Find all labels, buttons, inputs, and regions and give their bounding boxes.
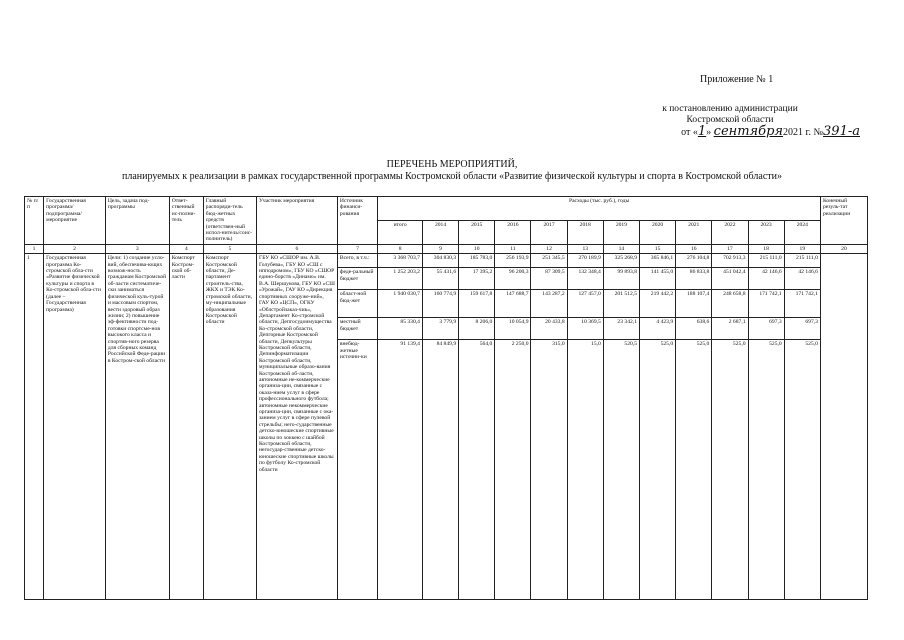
header-goal: Цель, задача под-программы bbox=[105, 197, 169, 245]
value-cell: 8 206,0 bbox=[459, 318, 495, 340]
header-num: № п/п bbox=[25, 197, 44, 245]
resolution-line-1: к постановлению администрации bbox=[662, 104, 798, 114]
header-year: 2014 bbox=[422, 220, 458, 244]
col-number: 14 bbox=[603, 244, 639, 253]
col-number: 2 bbox=[44, 244, 106, 253]
value-cell: 2 687,1 bbox=[712, 318, 748, 340]
value-cell: 20 433,8 bbox=[531, 318, 567, 340]
value-cell: 219 442,2 bbox=[640, 290, 676, 318]
col-number: 4 bbox=[169, 244, 203, 253]
value-cell: 86 833,8 bbox=[676, 268, 712, 290]
value-cell: 55 431,6 bbox=[422, 268, 458, 290]
value-cell: 87 309,5 bbox=[531, 268, 567, 290]
resolution-date-line bbox=[620, 124, 860, 139]
value-cell: 141 455,0 bbox=[640, 268, 676, 290]
value-cell: 525,0 bbox=[784, 340, 820, 600]
value-cell: 525,0 bbox=[676, 340, 712, 600]
header-expenses: Расходы (тыс. руб.), годы bbox=[378, 197, 821, 221]
value-cell: 99 893,8 bbox=[603, 268, 639, 290]
value-cell: 201 512,5 bbox=[603, 290, 639, 318]
col-number: 3 bbox=[105, 244, 169, 253]
col-number: 13 bbox=[567, 244, 603, 253]
value-cell: 143 287,2 bbox=[531, 290, 567, 318]
value-cell: 215 111,0 bbox=[784, 254, 820, 268]
header-result: Конечный резуль-тат реализации bbox=[820, 197, 867, 245]
header-year: 2016 bbox=[495, 220, 531, 244]
events-table bbox=[24, 196, 868, 600]
value-cell: 365 846,1 bbox=[640, 254, 676, 268]
value-cell: 42 146,6 bbox=[748, 268, 784, 290]
row-num-cell: 1 bbox=[25, 254, 44, 600]
value-cell: 171 742,1 bbox=[748, 290, 784, 318]
value-cell: 451 042,4 bbox=[712, 268, 748, 290]
header-manager: Главный распоряди-тель бюд-жетных средств (ответствен-ный испол-нитель/соис-полнитель) bbox=[203, 197, 256, 245]
value-cell: 638,6 bbox=[676, 318, 712, 340]
value-cell: 697,3 bbox=[784, 318, 820, 340]
value-cell: 10 369,5 bbox=[567, 318, 603, 340]
header-year: 2019 bbox=[603, 220, 639, 244]
title-line-1: ПЕРЕЧЕНЬ МЕРОПРИЯТИЙ, bbox=[386, 159, 518, 170]
value-cell: 525,0 bbox=[712, 340, 748, 600]
value-cell: 697,3 bbox=[748, 318, 784, 340]
col-number: 17 bbox=[712, 244, 748, 253]
header-year: 2023 bbox=[748, 220, 784, 244]
value-cell: 315,0 bbox=[531, 340, 567, 600]
value-cell: 4 423,9 bbox=[640, 318, 676, 340]
value-cell: 160 774,9 bbox=[422, 290, 458, 318]
header-year: 2022 bbox=[712, 220, 748, 244]
header-responsible: Ответ-ственный ис-полни-тель bbox=[169, 197, 203, 245]
value-cell: 23 342,1 bbox=[603, 318, 639, 340]
col-number: 11 bbox=[495, 244, 531, 253]
value-cell: 132 348,4 bbox=[567, 268, 603, 290]
header-year: 2024 bbox=[784, 220, 820, 244]
value-cell: 85 330,4 bbox=[378, 318, 423, 340]
value-cell: 15,0 bbox=[567, 340, 603, 600]
resolution-line-2: Костромской области bbox=[686, 115, 774, 125]
value-cell: 1 252 203,2 bbox=[378, 268, 423, 290]
col-number: 15 bbox=[640, 244, 676, 253]
header-program: Государственная программа/ подпрограмма/ мероприятие bbox=[44, 197, 106, 245]
value-cell: 276 104,8 bbox=[676, 254, 712, 268]
col-number: 7 bbox=[337, 244, 377, 253]
col-number: 16 bbox=[676, 244, 712, 253]
value-cell: 1 940 030,7 bbox=[378, 290, 423, 318]
value-cell: 17 395,2 bbox=[459, 268, 495, 290]
program-cell: Государственная программа Ко-стромской обла-сти «Развитие физической культуры и спорта в Ко-стромской обла-сти (далее – Государственная программа) bbox=[44, 254, 106, 600]
date-year: 2021 г. № bbox=[783, 127, 824, 138]
responsible-cell: Комспорт Костром-ской об-ласти bbox=[169, 254, 203, 600]
value-cell: 185 783,0 bbox=[459, 254, 495, 268]
manager-cell: Комспорт Костромской области, Де-партамент строитель-ства, ЖКХ и ТЭК Ко-стромской области, му-ниципальные образования Костромской области bbox=[203, 254, 256, 600]
value-cell: 127 457,0 bbox=[567, 290, 603, 318]
header-year: 2018 bbox=[567, 220, 603, 244]
handwritten-number: 391-а bbox=[823, 124, 860, 139]
header-source: Источник финанси-рования bbox=[337, 197, 377, 245]
header-year: 2015 bbox=[459, 220, 495, 244]
col-number: 18 bbox=[748, 244, 784, 253]
participant-cell: ГБУ КО «СШОР им. А.В. Голубева», ГБУ КО «СШ с ипподромом», ГБУ КО «СШОР едино-борств «Динамо» им. В.А. Шершукова, ГБУ КО «СШ «Урожай», ГАУ КО «Дирекция спортивных сооруже-ний», ГАУ КО «ЦСП», ОГКУ «Облстройзаказ-чик», Департамент Ко-стромской области, Депгосудоимущества Ко-стромской области, Депгорные Костромской области, Депкультуры Костромской области, Депинформатизации Костромской области, муниципальные образо-вания Костромской об-ласти, автономные не-коммерческие организа-ции, связанные с оказа-нием услуг в сфере профессионального футбола; автономные некоммерческие организа-ции, связанные с ока-занием услуг в сфере пулевой стрельбы; него-сударственные детско-юношеские спортивные школы по хоккею с шайбой Костромской области, негосудар-ственные детско-юношеские спортивные школы по футболу Ко-стромской области bbox=[256, 254, 337, 600]
source-cell: Всего, в т.ч.: bbox=[337, 254, 377, 268]
value-cell: 270 189,9 bbox=[567, 254, 603, 268]
header-year: 2020 bbox=[640, 220, 676, 244]
value-cell: 215 111,0 bbox=[748, 254, 784, 268]
title-line-2: планируемых к реализации в рамках государственной программы Костромской области «Развитие физической культуры и спорта в Костромской области» bbox=[122, 171, 782, 182]
col-number: 9 bbox=[422, 244, 458, 253]
header-year: 2017 bbox=[531, 220, 567, 244]
header-year: 2021 bbox=[676, 220, 712, 244]
col-number: 6 bbox=[256, 244, 337, 253]
goal-cell: Цели: 1) создание усло-вий, обеспечива-ющих возмож-ность гражданам Костромской об-ласти систематиче-ски заниматься физической куль-турой и массовым спортом, вести здоровый образ жизни; 2) повышение эф-фективности под-готовки спортсме-нов высокого класса и спортив-ного резерва для сборных команд Российской Феде-рации в Костром-ской области bbox=[105, 254, 169, 600]
value-cell: 3 368 703,7 bbox=[378, 254, 423, 268]
header-participant: Участник мероприятия bbox=[256, 197, 337, 245]
col-number: 5 bbox=[203, 244, 256, 253]
value-cell: 91 139,4 bbox=[378, 340, 423, 600]
source-cell: област-ной бюд-жет bbox=[337, 290, 377, 318]
value-cell: 251 345,5 bbox=[531, 254, 567, 268]
value-cell: 304 830,3 bbox=[422, 254, 458, 268]
document-title bbox=[0, 159, 904, 183]
source-cell: внебюд-жетные источни-ки bbox=[337, 340, 377, 600]
col-number: 10 bbox=[459, 244, 495, 253]
column-number-row bbox=[25, 244, 868, 253]
value-cell: 564,0 bbox=[459, 340, 495, 600]
value-cell: 525,0 bbox=[640, 340, 676, 600]
value-cell: 171 742,1 bbox=[784, 290, 820, 318]
date-prefix: от « bbox=[681, 127, 698, 138]
col-number: 12 bbox=[531, 244, 567, 253]
value-cell: 96 200,3 bbox=[495, 268, 531, 290]
value-cell: 3 779,9 bbox=[422, 318, 458, 340]
date-quote: » bbox=[706, 127, 712, 138]
handwritten-day: 1 bbox=[697, 124, 707, 139]
source-cell: местный бюджет bbox=[337, 318, 377, 340]
header-total: итого bbox=[378, 220, 423, 244]
value-cell: 42 146,6 bbox=[784, 268, 820, 290]
value-cell: 520,5 bbox=[603, 340, 639, 600]
col-number: 1 bbox=[25, 244, 44, 253]
source-cell: феде-ральный бюджет bbox=[337, 268, 377, 290]
value-cell: 84 849,9 bbox=[422, 340, 458, 600]
value-cell: 147 688,7 bbox=[495, 290, 531, 318]
col-number: 8 bbox=[378, 244, 423, 253]
value-cell: 525,0 bbox=[748, 340, 784, 600]
value-cell: 325 268,9 bbox=[603, 254, 639, 268]
resolution-reference bbox=[620, 104, 840, 126]
col-number: 20 bbox=[820, 244, 867, 253]
funding-row bbox=[25, 254, 868, 268]
value-cell: 2 250,0 bbox=[495, 340, 531, 600]
value-cell: 256 193,9 bbox=[495, 254, 531, 268]
value-cell: 248 658,8 bbox=[712, 290, 748, 318]
result-cell bbox=[820, 254, 867, 600]
value-cell: 159 617,8 bbox=[459, 290, 495, 318]
col-number: 19 bbox=[784, 244, 820, 253]
handwritten-month: сентября bbox=[713, 124, 784, 139]
value-cell: 702 913,3 bbox=[712, 254, 748, 268]
value-cell: 10 054,9 bbox=[495, 318, 531, 340]
value-cell: 188 107,4 bbox=[676, 290, 712, 318]
appendix-label: Приложение № 1 bbox=[700, 74, 774, 85]
